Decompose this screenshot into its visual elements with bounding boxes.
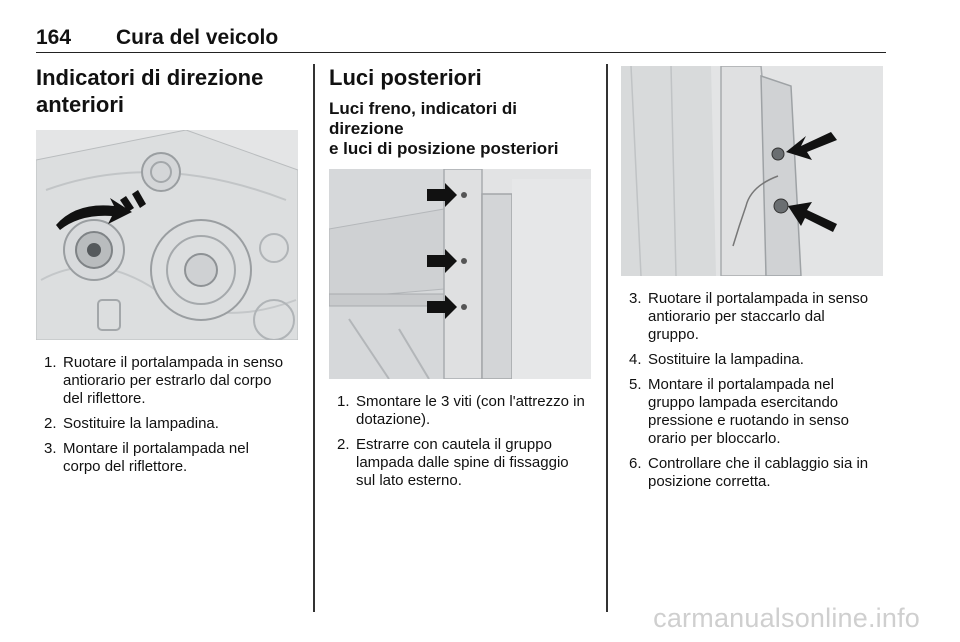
list-item: 2. Estrarre con cautela il gruppo lampada dalle spine di fissaggio sul lato esterno.: [337, 436, 569, 489]
watermark: carmanualsonline.info: [653, 603, 920, 633]
list-item: 2. Sostituire la lampadina.: [44, 415, 219, 432]
front-indicators-title: Indicatori di direzione anteriori: [36, 65, 264, 117]
column-divider-1: [313, 64, 315, 612]
right-column: [621, 64, 887, 498]
list-item: 3. Montare il portalampada nel corpo del riflettore.: [44, 440, 249, 475]
column-divider-2: [606, 64, 608, 612]
bulb-steps-list: [621, 290, 887, 491]
middle-column: [329, 64, 595, 497]
list-item: 3. Ruotare il portalampada in senso antiorario per staccarlo dal gruppo.: [629, 290, 869, 343]
chapter-title: Cura del veicolo: [116, 26, 279, 49]
rear-lights-title: Luci posteriori: [329, 65, 482, 90]
list-item: 5. Montare il portalampada nel gruppo lampada esercitando pressione e ruotando in senso orario per bloccarlo.: [629, 376, 849, 447]
front-steps-list: [36, 354, 300, 476]
rear-lamp-figure: [329, 169, 591, 379]
list-item: 1. Smontare le 3 viti (con l'attrezzo in dotazione).: [337, 393, 585, 428]
left-column: [36, 64, 300, 483]
list-item: 6. Controllare che il cablaggio sia in posizione corretta.: [629, 455, 869, 490]
rear-lamp-bulbholder-illustration: [621, 66, 883, 276]
page-header: [36, 24, 886, 53]
list-item: 1. Ruotare il portalampada in senso antiorario per estrarlo dal corpo del riflettore.: [44, 354, 284, 407]
page-number: 164: [36, 26, 72, 49]
front-lamp-figure: [36, 130, 298, 340]
headlamp-illustration: [36, 130, 298, 340]
rear-lights-subtitle: Luci freno, indicatori di direzione e luci di posizione posteriori: [329, 99, 559, 158]
list-item: 4. Sostituire la lampadina.: [629, 351, 804, 368]
rear-steps-list: [329, 393, 595, 490]
bulb-holder-figure: [621, 66, 883, 276]
rear-lamp-screws-illustration: [329, 169, 591, 379]
